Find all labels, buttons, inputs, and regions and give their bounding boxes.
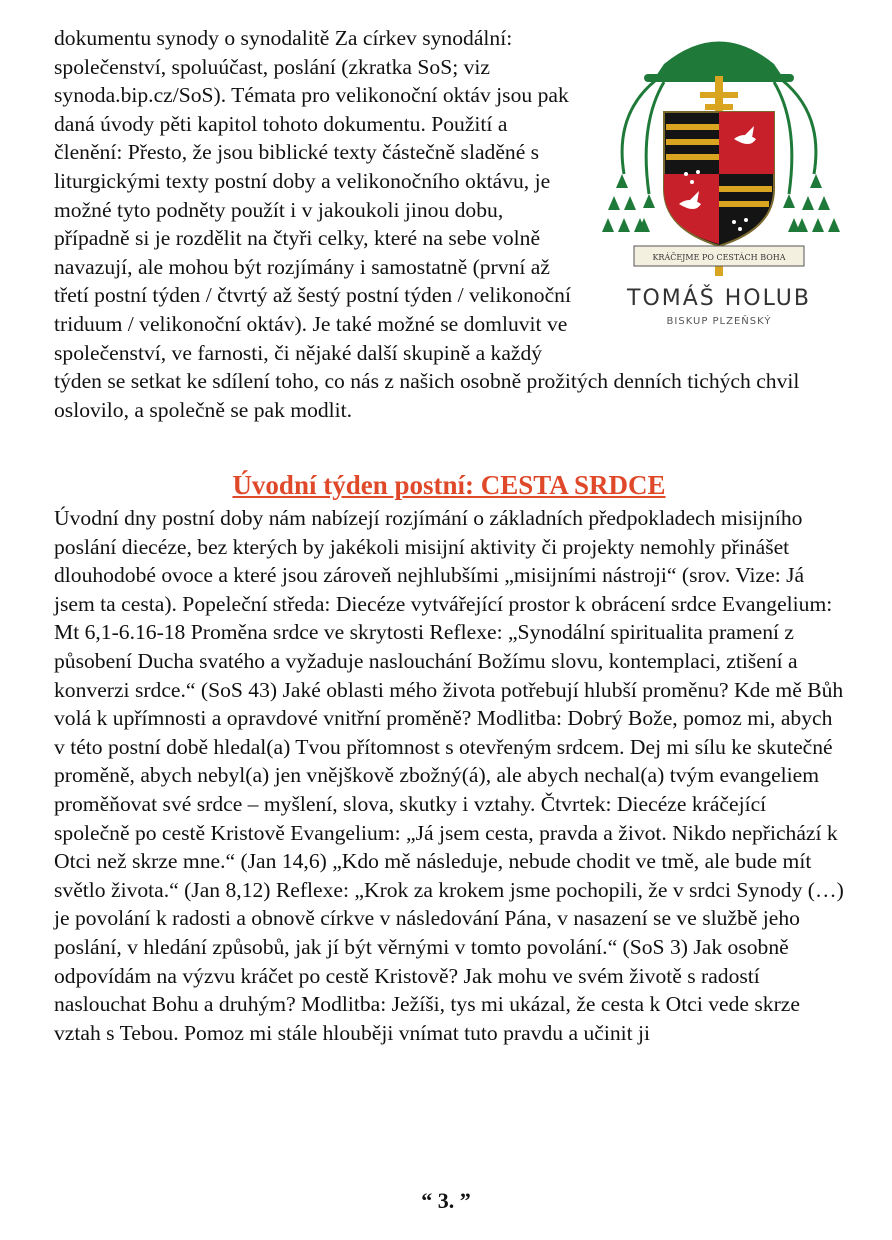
- intro-paragraph: dokumentu synody o synodalitě Za církev synodální: společenství, spoluúčast, poslání (zkratka SoS; viz synoda.bip.cz/SoS). Témata pro velikonoční oktáv jsou pak daná úvody pěti kapitol tohoto dokumentu. Použití a členění: Přesto, že jsou biblické texty částečně sladěné s liturgickými texty postní doby a velikonočního oktávu, je možné tyto podněty použít i v jakoukoli jinou dobu, případně si je rozdělit na čtyři celky, které na sebe volně navazují, ale mohou být rozjímány i samostatně (první až třetí postní týden / čtvrtý až šestý postní týden / velikonoční triduum / velikonoční oktáv). Je také možné se domluvit ve společenství, ve farnosti, či nějaké další skupině a každý týden se setkat ke sdílení toho, co nás z našich osobně prožitých denních tichých chvil oslovilo, a společně se pak modlit.: [54, 26, 800, 422]
- motto-text: KRÁČEJME PO CESTÁCH BOHA: [652, 253, 786, 262]
- bishop-name: TOMÁŠ HOLUB: [627, 286, 811, 311]
- section-heading: Úvodní týden postní: CESTA SRDCE: [232, 470, 666, 500]
- coat-of-arms-icon: [594, 24, 844, 284]
- section-paragraph: Úvodní dny postní doby nám nabízejí rozjímání o základních předpokladech misijního poslání diecéze, bez kterých by jakékoli misijní aktivity či projekty nemohly přinášet dlouhodobé ovoce a které jsou zároveň nejhlubšími „misijními nástroji“ (srov. Vize: Já jsem ta cesta). Popeleční středa: Diecéze vytvářející prostor k obrácení srdce Evangelium: Mt 6,1-6.16-18 Proměna srdce ve skrytosti Reflexe: „Synodální spiritualita pramení z působení Ducha svatého a vyžaduje naslouchání Božímu slovu, kontemplaci, ztišení a konverzi srdce.“ (SoS 43) Jaké oblasti mého života potřebují hlubší proměnu? Kde mě Bůh volá k upřímnosti a opravdové vnitřní proměně? Modlitba: Dobrý Bože, pomoz mi, abych v této postní době hledal(a) Tvou přítomnost s otevřeným srdcem. Dej mi sílu ke skutečné proměně, abych nebyl(a) jen vnějškově zbožný(á), ale abych nechal(a) tvým evangeliem proměňovat své srdce – myšlení, slova, skutky i vztahy. Čtvrtek: Diecéze kráčející společně po cestě Kristově Evangelium: „Já jsem cesta, pravda a život. Nikdo nepřichází k Otci než skrze mne.“ (Jan 14,6) „Kdo mě následuje, nebude chodit ve tmě, ale bude mít světlo života.“ (Jan 8,12) Reflexe: „Krok za krokem jsme pochopili, že v srdci Synody (…) je povolání k radosti a obnově církve v následování Pána, v nasazení se ve službě jeho poslání, v hledání způsobů, jak jí být věrnými v tomto povolání.“ (SoS 3) Jak osobně odpovídám na výzvu kráčet po cestě Kristově? Jak mohu ve svém životě s radostí naslouchat Bohu a druhým? Modlitba: Ježíši, tys mi ukázal, že cesta k Otci vede skrze vztah s Tebou. Pomoz mi stále hlouběji vnímat tuto pravdu a učinit ji: [54, 506, 844, 1045]
- intro-block: [54, 24, 844, 424]
- section-body: [54, 504, 844, 1047]
- page-number: “ 3. ”: [421, 1188, 471, 1213]
- bishop-role: BISKUP PLZEŇSKÝ: [666, 316, 772, 327]
- coat-of-arms: [594, 24, 844, 354]
